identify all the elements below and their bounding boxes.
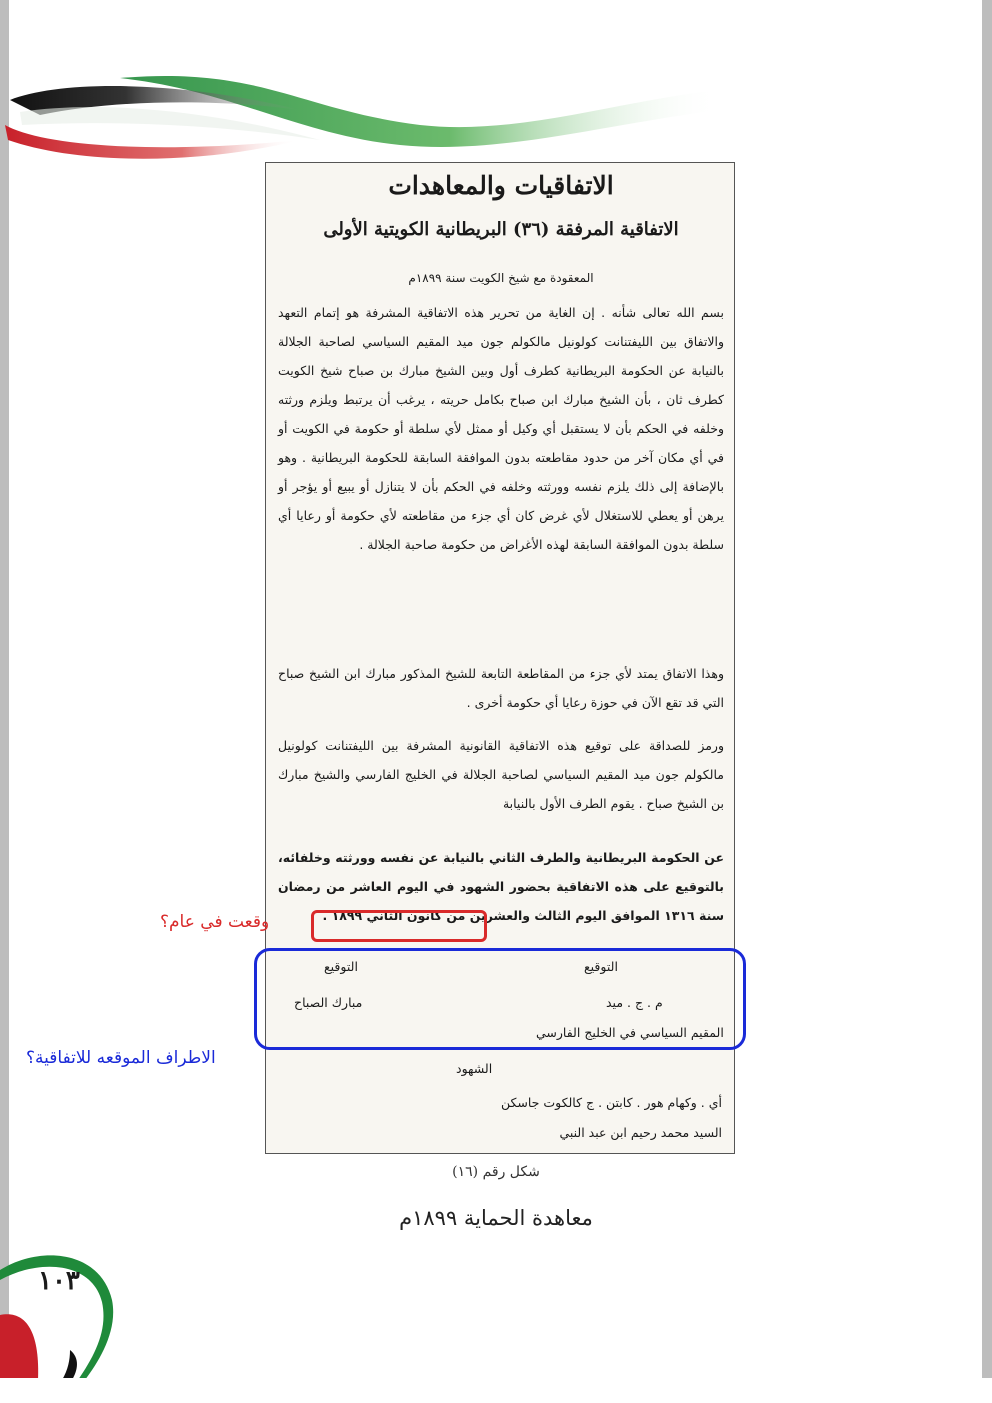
signature-label-left: التوقيع (324, 959, 358, 974)
document-title: الاتفاقيات والمعاهدات (388, 171, 614, 200)
signatures-highlight-box (254, 948, 746, 1050)
signature-title-right: المقيم السياسي في الخليج الفارسي (536, 1025, 724, 1040)
paragraph-1: بسم الله تعالى شأنه . إن الغاية من تحرير هذه الاتفاقية المشرفة هو إتمام التعهد والاتفاق بين الليفتنانت كولونيل مالكولم جون ميد المقيم السياسي لصاحبة الجلالة بالنيابة عن الحكومة البريطانية كطرف أول وبين الشيخ مبارك بن صباح شيخ الكويت كطرف ثان ، بأن الشيخ مبارك ابن صباح بكامل حريته ، يرغب أن يرتبط ويلزم ورثته وخلفه في الحكم بأن لا يستقبل أي وكيل أو ممثل لأي سلطة أو حكومة في الكويت أو في أي مكان آخر من حدود مقاطعته بدون الموافقة السابقة للحكومة البريطانية . وهو بالإضافة إلى ذلك يلزم نفسه وورثته وخلفه في الحكم بأن لا يتنازل أو يبيع أو يؤجر أو يرهن أو يعطي للاستغلال لأي غرض كان أي جزء من مقاطعته لأي حكومة أو رعايا أي سلطة بدون الموافقة السابقة لهذه الأغراض من حكومة صاحبة الجلالة . (278, 305, 724, 552)
year-question-annotation: وقعت في عام؟ (160, 912, 270, 932)
witnesses-heading: الشهود (456, 1061, 493, 1076)
figure-caption: معاهدة الحماية ١٨٩٩م (399, 1206, 593, 1230)
document-note: المعقودة مع شيخ الكويت سنة ١٨٩٩م (408, 271, 594, 285)
date-highlight-box (311, 910, 487, 942)
paragraph-3: ورمز للصداقة على توقيع هذه الاتفاقية القانونية المشرفة بين الليفتنانت كولونيل مالكولم جون ميد المقيم السياسي لصاحبة الجلالة في الخليج الفارسي والشيخ مبارك بن الشيخ صباح . يقوم الطرف الأول بالنيابة (278, 738, 724, 811)
witness-line-2: السيد محمد رحيم ابن عبد النبي (559, 1125, 722, 1140)
document-subtitle: الاتفاقية المرفقة (٣٦) البريطانية الكويتية الأولى (323, 219, 679, 240)
figure-number: شكل رقم (١٦) (452, 1164, 540, 1180)
paragraph-2: وهذا الاتفاق يمتد لأي جزء من المقاطعة التابعة للشيخ المذكور مبارك ابن الشيخ صباح التي قد تقع الآن في حوزة رعايا أي حكومة أخرى . (278, 666, 724, 710)
witness-line-1: أي . وكهام هور . كابتن . ج كالكوت جاسكن (500, 1095, 722, 1110)
signature-name-right: م . ج . ميد (606, 995, 663, 1010)
page-number-emblem (0, 1240, 120, 1380)
signature-label-right: التوقيع (584, 959, 618, 974)
kuwait-flag-ribbon (0, 70, 720, 165)
page-bottom-margin (0, 1378, 992, 1403)
page-number: ١٠٣ (38, 1266, 80, 1296)
paragraph-4: عن الحكومة البريطانية والطرف الثاني بالنيابة عن نفسه وورثته وخلفائه، بالتوقيع على هذه الاتفاقية بحضور الشهود في اليوم العاشر من رمضان سنة ١٣١٦ الموافق اليوم الثالث والعشرين من كانون الثاني ١٨٩٩ . (278, 850, 724, 923)
signature-name-left: مبارك الصباح (294, 995, 363, 1010)
parties-question-annotation: الاطراف الموقعه للاتفاقية؟ (26, 1048, 216, 1068)
